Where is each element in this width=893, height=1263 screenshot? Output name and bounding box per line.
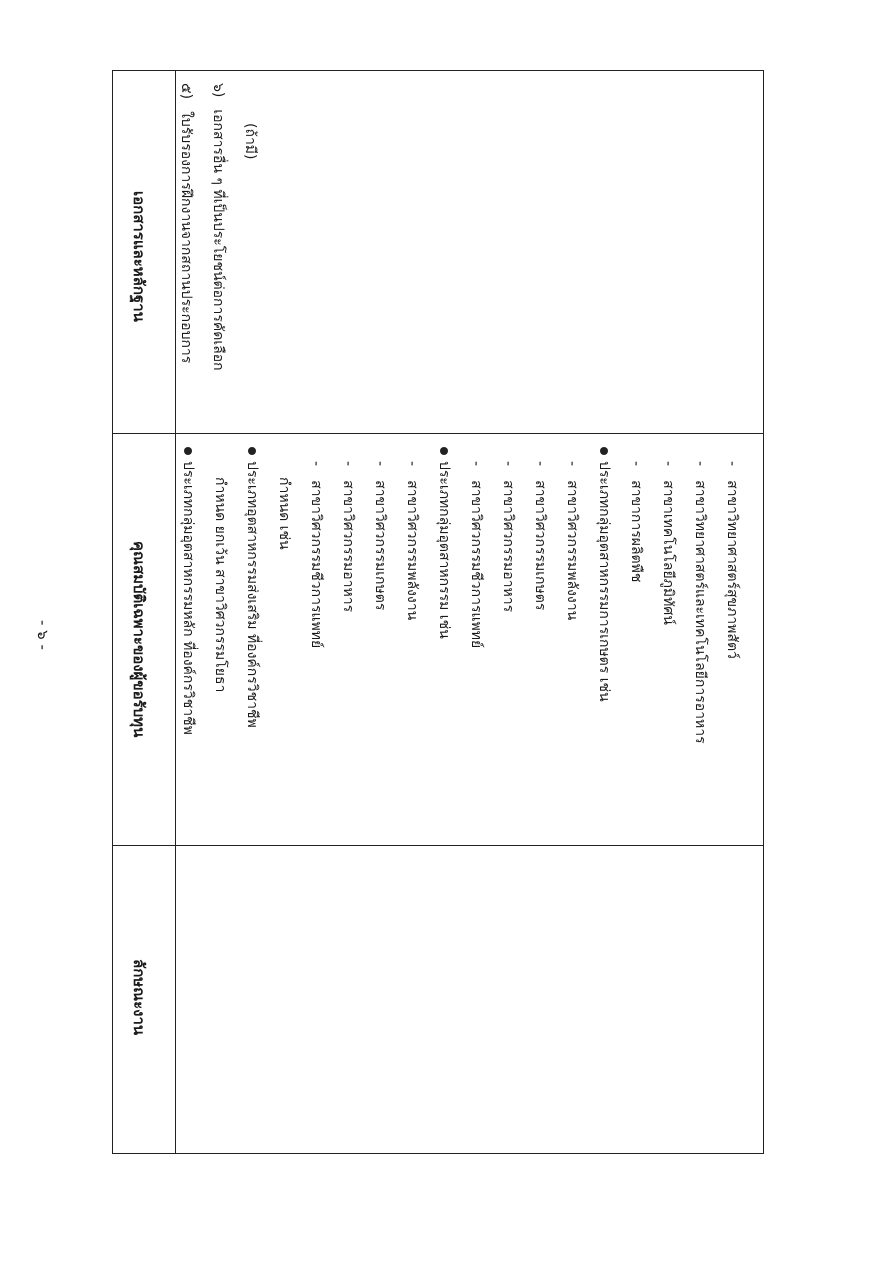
column-divider bbox=[113, 433, 763, 434]
column-divider bbox=[113, 845, 763, 846]
qualification-text: ประเภทกลุ่มอุตสาหกรรมหลัก ที่องค์กรวิชาชีพ bbox=[180, 461, 196, 735]
dash-marker: - bbox=[308, 461, 324, 467]
qualification-continuation-line bbox=[209, 477, 231, 692]
qualification-text: กำหนด ยกเว้น สาขาวิศวกรรมโยธา bbox=[212, 477, 228, 693]
qualification-text: สาขาวิศวกรรมเกษตร bbox=[372, 480, 388, 611]
document-item bbox=[175, 83, 197, 363]
dash-marker: - bbox=[692, 461, 708, 467]
document-text: ใบรับรองการฝึกงานจากสถานประกอบการ bbox=[178, 111, 194, 364]
qualification-text: สาขาวิทยาศาสตร์และเทคโนโลยีการอาหาร bbox=[692, 480, 708, 744]
page-number: - ๖ - bbox=[34, 620, 52, 650]
qualification-dash-item bbox=[689, 461, 711, 744]
document-item bbox=[239, 123, 261, 160]
qualification-dash-item bbox=[305, 461, 327, 648]
qualification-text: ประเภทกลุ่มอุตสาหกรรม เช่น bbox=[436, 461, 452, 639]
qualification-dash-item bbox=[465, 461, 487, 648]
document-text: (ถ้ามี) bbox=[242, 123, 258, 160]
qualification-text: สาขาวิศวกรรมพลังงาน bbox=[564, 480, 580, 621]
dash-marker: - bbox=[564, 461, 580, 467]
bullet-icon bbox=[248, 447, 256, 455]
qualification-continuation-line bbox=[273, 477, 295, 550]
header-qualifications: คุณสมบัติเฉพาะของผู้ขอรับทุน bbox=[130, 541, 148, 738]
header-characteristics: ลักษณะงาน bbox=[130, 959, 148, 1036]
dash-marker: - bbox=[500, 461, 516, 467]
qualification-dash-item bbox=[657, 461, 679, 625]
qualification-dash-item bbox=[721, 461, 743, 659]
dash-marker: - bbox=[340, 461, 356, 467]
qualification-text: สาขาวิศวกรรมชีวการแพทย์ bbox=[308, 480, 324, 649]
document-text: เอกสารอื่น ๆ ที่เป็นประโยชน์ต่อการคัดเลือก bbox=[210, 109, 226, 371]
bullet-icon bbox=[184, 447, 192, 455]
dash-marker: - bbox=[404, 461, 420, 467]
qualification-dash-item bbox=[529, 461, 551, 610]
document-number: ๕) bbox=[178, 83, 194, 100]
qualification-dash-item bbox=[497, 461, 519, 612]
qualification-bullet-item bbox=[177, 447, 199, 735]
dash-marker: - bbox=[724, 461, 740, 467]
qualification-bullet-item bbox=[241, 447, 263, 728]
qualification-text: สาขาวิศวกรรมอาหาร bbox=[340, 480, 356, 613]
dash-marker: - bbox=[660, 461, 676, 467]
qualification-table bbox=[112, 70, 764, 1154]
bullet-icon bbox=[600, 447, 608, 455]
header-documents: เอกสารและหลักฐาน bbox=[130, 191, 148, 322]
dash-marker: - bbox=[372, 461, 388, 467]
qualification-text: สาขาการผลิตพืช bbox=[628, 480, 644, 583]
qualification-text: สาขาวิศวกรรมอาหาร bbox=[500, 480, 516, 613]
qualification-bullet-item bbox=[433, 447, 455, 639]
qualification-text: กำหนด เช่น bbox=[276, 477, 292, 550]
dash-marker: - bbox=[468, 461, 484, 467]
qualification-dash-item bbox=[369, 461, 391, 610]
qualification-dash-item bbox=[337, 461, 359, 612]
qualification-dash-item bbox=[401, 461, 423, 620]
qualification-dash-item bbox=[561, 461, 583, 620]
qualification-text: สาขาวิศวกรรมชีวการแพทย์ bbox=[468, 480, 484, 649]
qualification-text: ประเภทอุตสาหกรรมส่งเสริม ที่องค์กรวิชาชีพ bbox=[244, 461, 260, 728]
document-number: ๖) bbox=[210, 83, 226, 98]
qualification-dash-item bbox=[625, 461, 647, 582]
dash-marker: - bbox=[628, 461, 644, 467]
qualification-bullet-item bbox=[593, 447, 615, 702]
qualification-text: สาขาวิทยาศาสตร์สุขภาพสัตว์ bbox=[724, 480, 740, 659]
bullet-icon bbox=[440, 447, 448, 455]
qualification-text: ประเภทกลุ่มอุตสาหกรรมการเกษตร เช่น bbox=[596, 461, 612, 702]
qualification-text: สาขาวิศวกรรมพลังงาน bbox=[404, 480, 420, 621]
qualification-text: สาขาเทคโนโลยีภูมิทัศน์ bbox=[660, 480, 676, 625]
document-item bbox=[207, 83, 229, 371]
qualification-text: สาขาวิศวกรรมเกษตร bbox=[532, 480, 548, 611]
dash-marker: - bbox=[532, 461, 548, 467]
